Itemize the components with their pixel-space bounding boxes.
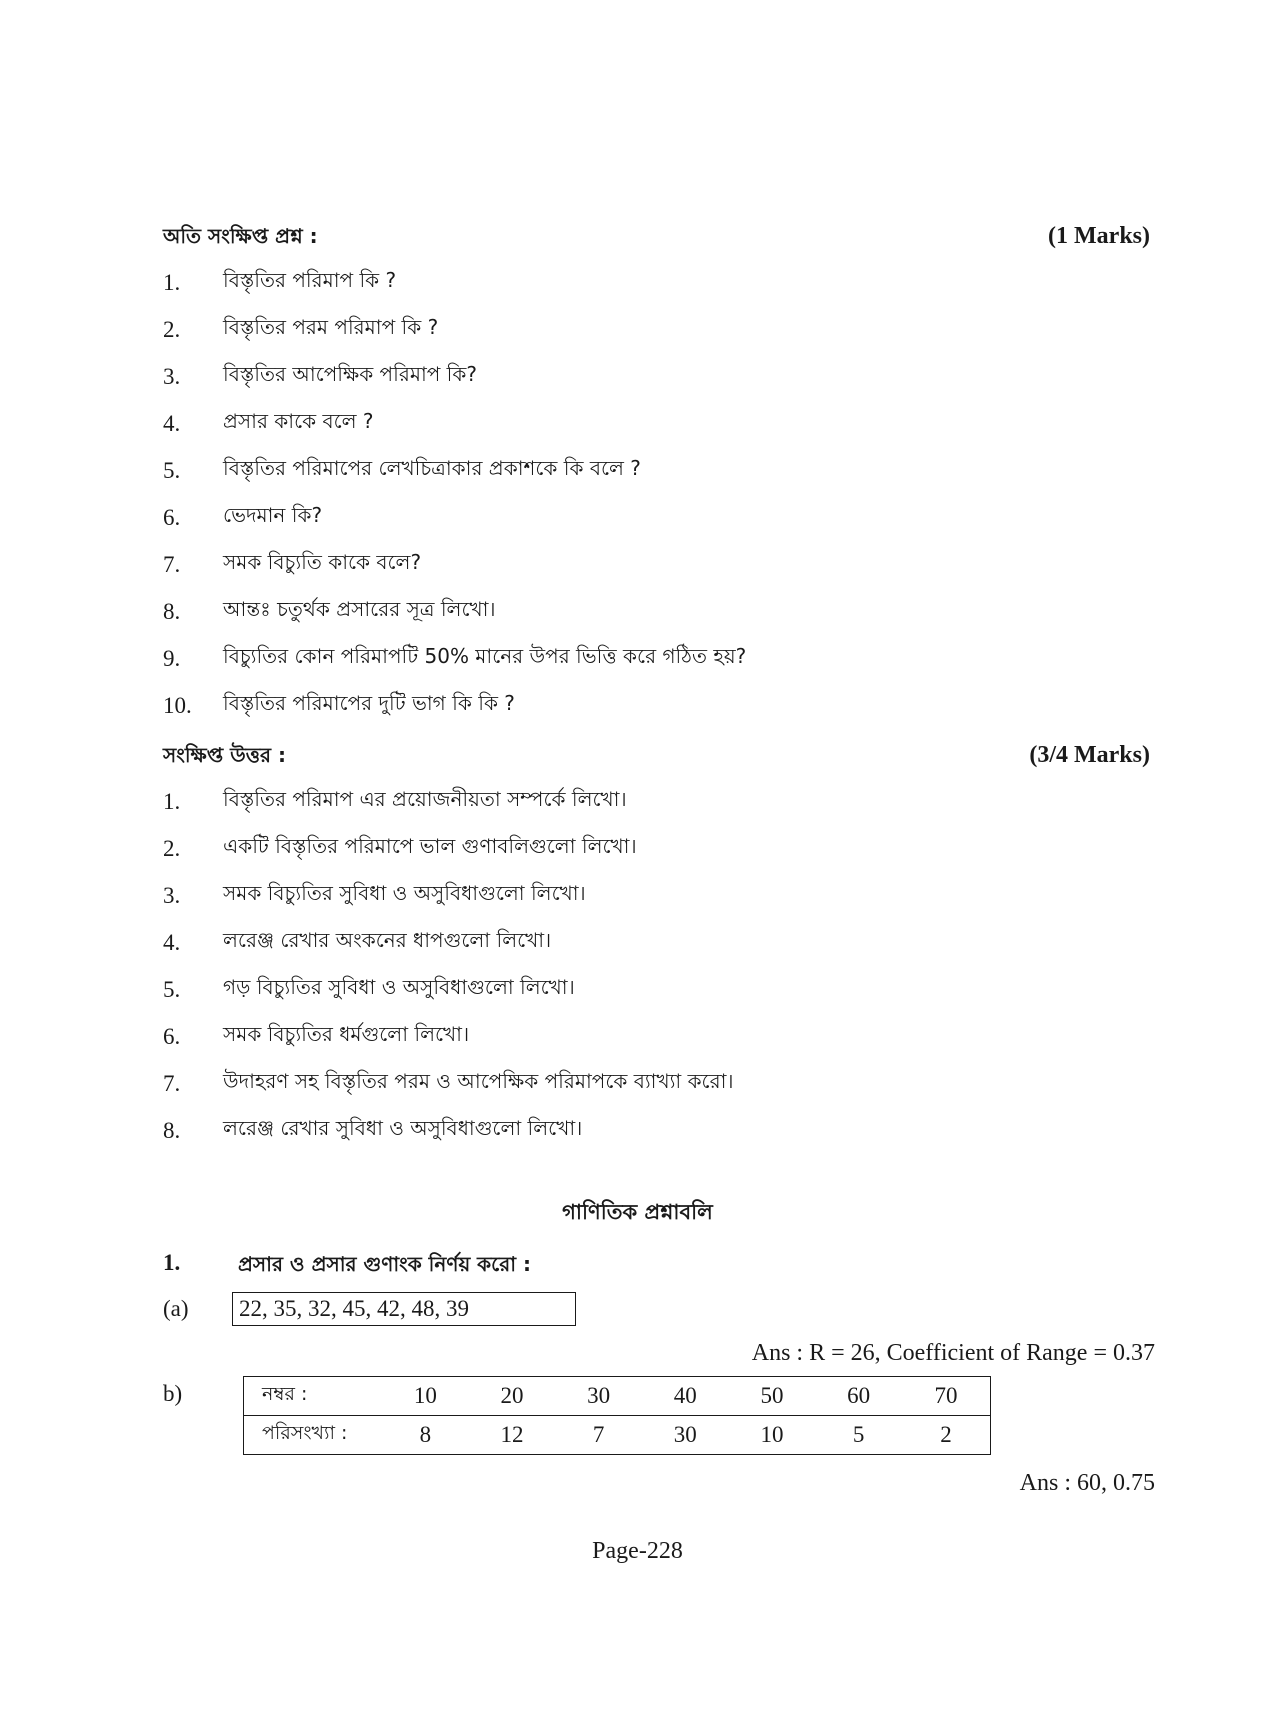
question-number: 4. [163,410,181,436]
section1-question-list [163,259,746,729]
section1-marks: (1 Marks) [1048,223,1150,249]
question-number: 5. [163,976,181,1002]
question-text: বিস্তৃতির পরিমাপের দুটি ভাগ কি কি ? [223,691,515,715]
question-item [163,353,746,400]
question-item [163,1013,734,1060]
question-number: 3. [163,363,181,389]
question-text: ভেদমান কি? [223,503,323,527]
part-a-label: (a) [163,1296,189,1321]
table-cell: 20 [469,1377,556,1416]
question-item [163,306,746,353]
question-text: একটি বিস্তৃতির পরিমাপে ভাল গুণাবলিগুলো লিখো। [223,834,637,858]
math-q1-number: 1. [163,1250,181,1275]
part-b-answer: Ans : 60, 0.75 [1019,1470,1155,1496]
question-number: 1. [163,788,181,814]
question-text: উদাহরণ সহ বিস্তৃতির পরম ও আপেক্ষিক পরিমাপকে ব্যাখ্যা করো। [223,1069,734,1093]
math-heading: গাণিতিক প্রশ্নাবলি [562,1200,713,1224]
question-number: 8. [163,598,181,624]
question-item [163,682,746,729]
table-cell: 50 [729,1377,816,1416]
table-cell: 30 [555,1377,642,1416]
question-number: 9. [163,645,181,671]
question-number: 10. [163,692,192,718]
section1-header [163,222,1150,255]
question-item [163,966,734,1013]
question-text: গড় বিচ্যুতির সুবিধা ও অসুবিধাগুলো লিখো। [223,975,575,999]
question-item [163,588,746,635]
question-item [163,778,734,825]
question-text: সমক বিচ্যুতি কাকে বলে? [223,550,422,574]
table-row-label: পরিসংখ্যা : [262,1422,348,1444]
section2-header [163,741,1150,774]
question-text: সমক বিচ্যুতির ধর্মগুলো লিখো। [223,1022,470,1046]
table-row-frequency [244,1416,991,1455]
section1-title: অতি সংক্ষিপ্ত প্রশ্ন : [163,224,318,248]
question-number: 7. [163,551,181,577]
section2-question-list [163,778,734,1154]
part-b-label: b) [163,1381,183,1406]
question-item [163,872,734,919]
table-cell: 8 [419,1422,432,1447]
table-cell: 10 [382,1377,469,1416]
frequency-table [243,1376,991,1455]
question-text: লরেঞ্জ রেখার সুবিধা ও অসুবিধাগুলো লিখো। [223,1116,583,1140]
question-text: প্রসার কাকে বলে ? [223,409,374,433]
question-item [163,825,734,872]
table-row-marks [244,1377,991,1416]
question-number: 1. [163,269,181,295]
question-number: 7. [163,1070,181,1096]
question-item [163,400,746,447]
question-item [163,1107,734,1154]
question-number: 2. [163,316,181,342]
table-cell: 2 [940,1422,952,1447]
table-cell: 12 [500,1422,524,1447]
table-cell: 40 [642,1377,729,1416]
table-cell: 5 [852,1422,865,1447]
question-number: 5. [163,457,181,483]
section2-title: সংক্ষিপ্ত উত্তর : [163,743,286,767]
question-item [163,635,746,682]
question-number: 6. [163,504,181,530]
page-number: Page-228 [592,1538,683,1564]
question-number: 6. [163,1023,181,1049]
table-cell: 10 [760,1422,784,1447]
table-cell: 70 [902,1377,991,1416]
question-item [163,259,746,306]
question-text: বিস্তৃতির পরিমাপের লেখচিত্রাকার প্রকাশকে কি বলে ? [223,456,641,480]
question-item [163,919,734,966]
question-number: 8. [163,1117,181,1143]
question-text: বিস্তৃতির আপেক্ষিক পরিমাপ কি? [223,362,478,386]
question-number: 2. [163,835,181,861]
question-item [163,1060,734,1107]
question-text: বিস্তৃতির পরম পরিমাপ কি ? [223,315,439,339]
question-item [163,447,746,494]
question-number: 3. [163,882,181,908]
question-text: সমক বিচ্যুতির সুবিধা ও অসুবিধাগুলো লিখো। [223,881,586,905]
table-cell: 7 [592,1422,605,1447]
question-text: বিচ্যুতির কোন পরিমাপটি 50% মানের উপর ভিত্তি করে গঠিত হয়? [223,644,747,668]
part-a-answer: Ans : R = 26, Coefficient of Range = 0.37 [751,1340,1155,1366]
question-text: লরেঞ্জ রেখার অংকনের ধাপগুলো লিখো। [223,928,552,952]
section2-marks: (3/4 Marks) [1029,742,1150,768]
table-cell: 60 [815,1377,902,1416]
table-cell: 30 [673,1422,697,1447]
part-a-data-box: 22, 35, 32, 45, 42, 48, 39 [232,1292,576,1326]
question-text: বিস্তৃতির পরিমাপ এর প্রয়োজনীয়তা সম্পর্কে লিখো। [223,787,627,811]
question-item [163,541,746,588]
math-q1-text: প্রসার ও প্রসার গুণাংক নির্ণয় করো : [238,1252,531,1276]
question-number: 4. [163,929,181,955]
table-row-label: নম্বর : [244,1377,383,1416]
question-item [163,494,746,541]
question-text: আন্তঃ চতুর্থক প্রসারের সূত্র লিখো। [223,597,496,621]
question-text: বিস্তৃতির পরিমাপ কি ? [223,268,397,292]
